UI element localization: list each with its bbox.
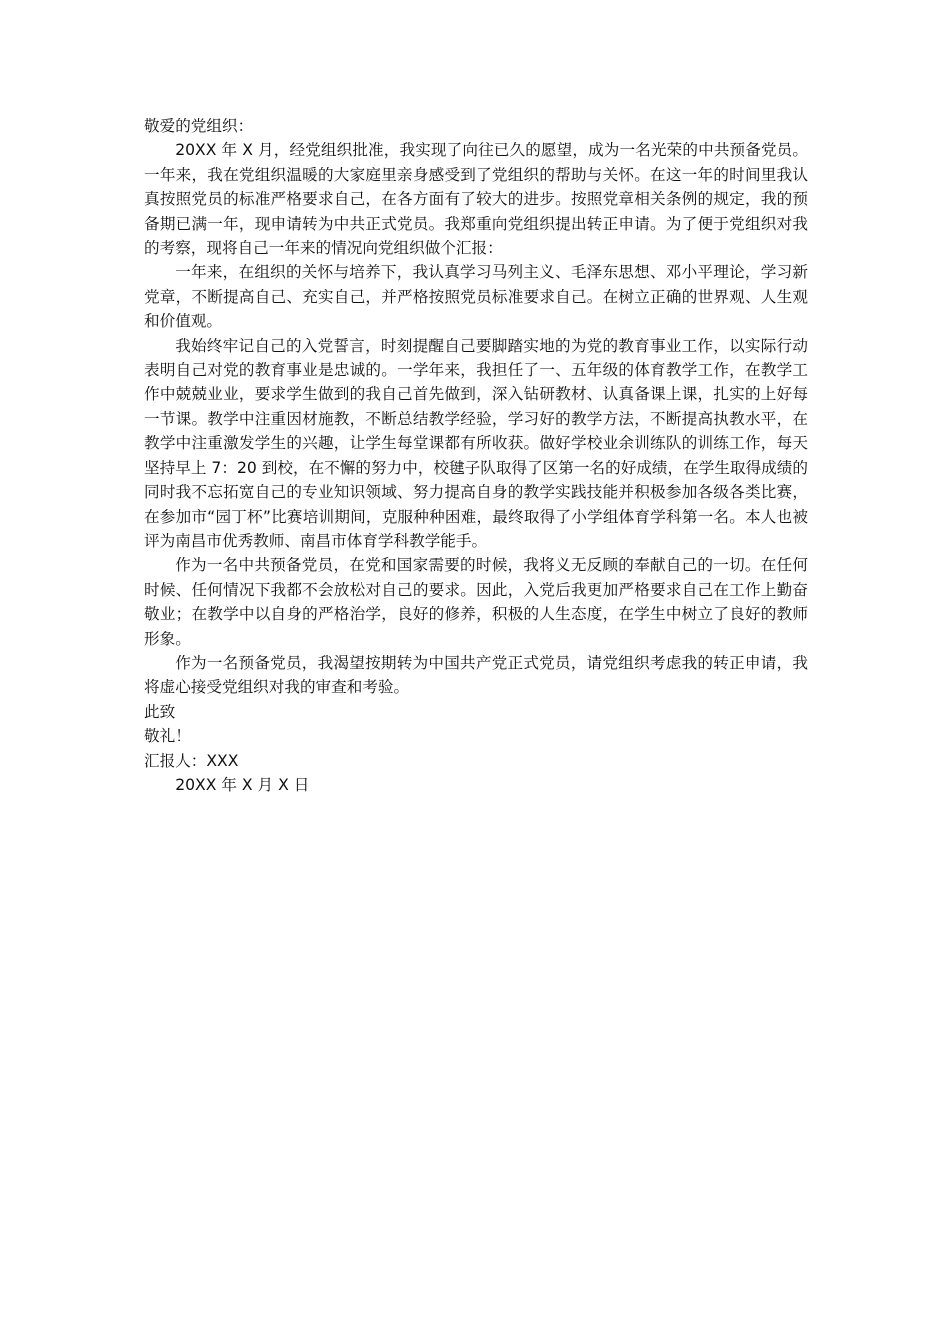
paragraph-5: 作为一名预备党员，我渴望按期转为中国共产党正式党员，请党组织考虑我的转正申请，我将虚心接受党组织对我的审查和考验。	[144, 653, 808, 697]
paragraph-4: 作为一名中共预备党员，在党和国家需要的时候，我将义无反顾的奉献自己的一切。在任何时候、任何情况下我都不会放松对自己的要求。因此，入党后我更加严格要求自己在工作上勤奋敬业；在教学中以自身的严格治学，良好的修养，积极的人生态度，在学生中树立了良好的教师形象。	[144, 556, 808, 648]
paragraph-1: 20XX 年 X 月，经党组织批准，我实现了向往已久的愿望，成为一名光荣的中共预备党员。一年来，我在党组织温暖的大家庭里亲身感受到了党组织的帮助与关怀。在这一年的时间里我认真按照党员的标准严格要求自己，在各方面有了较大的进步。按照党章相关条例的规定，我的预备期已满一年，现申请转为中共正式党员。我郑重向党组织提出转正申请。为了便于党组织对我的考察，现将自己一年来的情况向党组织做个汇报：	[144, 141, 808, 258]
letter-body	[144, 114, 808, 797]
salutation: 敬爱的党组织：	[144, 117, 254, 135]
paragraph-3: 我始终牢记自己的入党誓言，时刻提醒自己要脚踏实地的为党的教育事业工作，以实际行动表明自己对党的教育事业是忠诚的。一学年来，我担任了一、五年级的体育教学工作，在教学工作中兢兢业业，要求学生做到的我自己首先做到，深入钻研教材、认真备课上课，扎实的上好每一节课。教学中注重因材施教，不断总结教学经验，学习好的教学方法，不断提高执教水平，在教学中注重激发学生的兴趣，让学生每堂课都有所收获。做好学校业余训练队的训练工作，每天坚持早上 7：20 到校，在不懈的努力中，校毽子队取得了区第一名的好成绩，在学生取得成绩的同时我不忘拓宽自己的专业知识领域、努力提高自身的教学实践技能并积极参加各级各类比赛，在参加市“园丁杯”比赛培训期间，克服种种困难，最终取得了小学组体育学科第一名。本人也被评为南昌市优秀教师、南昌市体育学科教学能手。	[144, 336, 808, 550]
paragraph-2: 一年来，在组织的关怀与培养下，我认真学习马列主义、毛泽东思想、邓小平理论，学习新党章，不断提高自己、充实自己，并严格按照党员标准要求自己。在树立正确的世界观、人生观和价值观。	[144, 263, 808, 331]
closing-line-2: 敬礼！	[144, 727, 191, 746]
signature: 汇报人：XXX	[144, 751, 239, 770]
closing-line-1: 此致	[144, 702, 176, 721]
date: 20XX 年 X 月 X 日	[175, 775, 310, 794]
